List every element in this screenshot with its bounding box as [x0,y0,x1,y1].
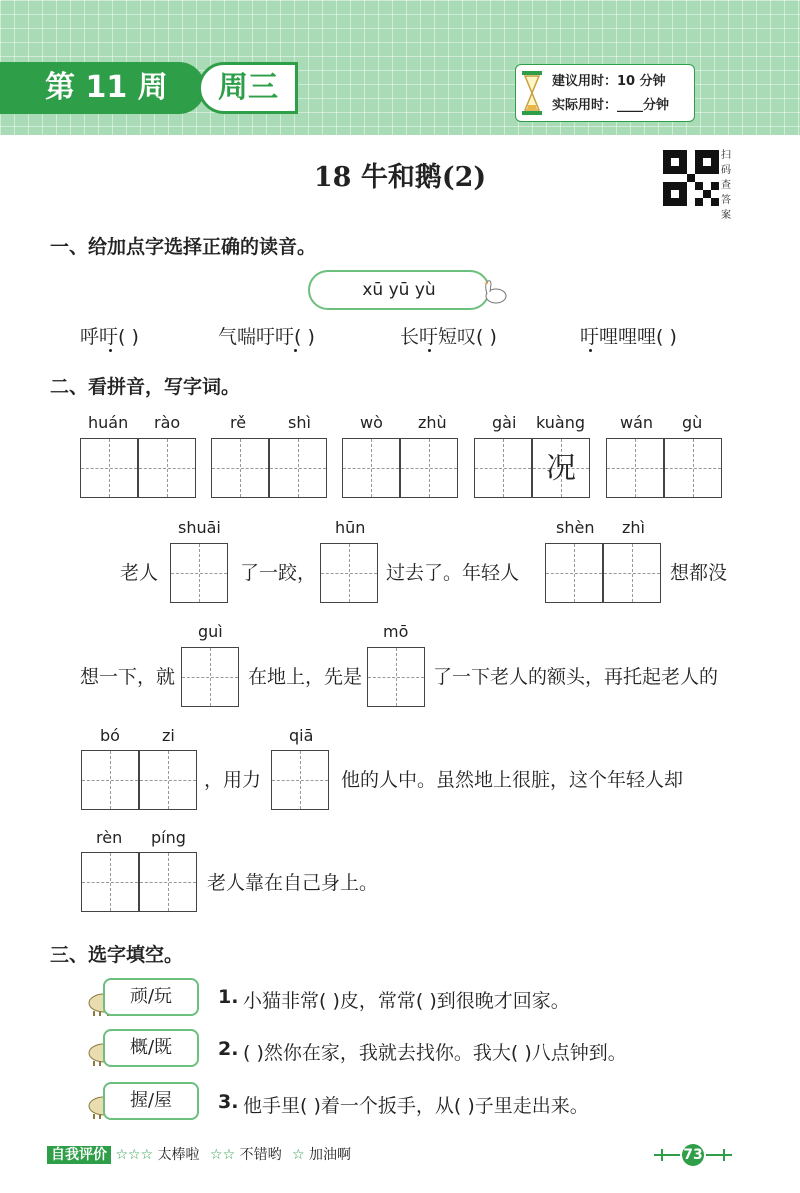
write-cell[interactable] [269,438,327,498]
choice-tag: 概/既 [103,1029,199,1067]
pinyin: huán [88,413,129,432]
write-cell[interactable] [606,438,664,498]
write-cell[interactable] [139,852,197,912]
fill-sentence: 小猫非常( )皮，常常( )到很晚才回家。 [243,990,570,1012]
section-2-heading: 二、看拼音，写字词。 [50,376,241,398]
pinyin: shì [288,413,311,432]
pinyin: rào [154,413,181,432]
pinyin: gù [682,413,703,432]
section-1-heading: 一、给加点字选择正确的读音。 [50,236,317,258]
text: 在地上，先是 [248,666,363,688]
eval-good: 不错哟 [239,1147,282,1163]
qr-caption: 扫码查答案 [721,150,731,221]
pinyin: shèn [556,518,595,537]
goose-icon [478,278,508,306]
text: 老人靠在自己身上。 [207,872,379,894]
fill-sentence: ( )然你在家，我就去找你。我大( )八点钟到。 [243,1042,627,1064]
fill-sentence: 他手里( )着一个扳手，从( )子里走出来。 [243,1095,589,1117]
self-evaluation [47,1144,351,1164]
write-cell[interactable] [474,438,532,498]
item-number: 3. [218,1091,239,1113]
write-cell[interactable] [342,438,400,498]
pinyin: píng [151,828,186,847]
page-number-badge [650,1143,736,1167]
page-title: 18 牛和鹅(2) [313,162,487,193]
write-cell[interactable] [271,750,329,810]
item-number: 2. [218,1038,239,1060]
write-cell[interactable] [80,438,138,498]
text: 了一下老人的额头，再托起老人的 [433,666,719,688]
write-cell[interactable] [81,750,139,810]
prefilled-char: 况 [546,451,576,486]
text: 想都没 [670,562,728,584]
suggested-time: 建议用时：10 分钟 [552,74,666,89]
pinyin: shuāi [178,518,221,537]
write-cell[interactable] [603,543,661,603]
text: 想一下，就 [80,666,176,688]
pinyin: guì [198,622,223,641]
hourglass-icon [520,71,544,115]
pinyin: gài [492,413,517,432]
day-tab: 周三 [198,62,298,114]
write-cell[interactable] [400,438,458,498]
emphasis-dot [294,349,297,352]
text: 了一跤， [240,562,317,584]
text: 他的人中。虽然地上很脏，这个年轻人却 [341,769,684,791]
eval-cheer: 加油啊 [309,1147,352,1163]
text: 过去了。年轻人 [386,562,520,584]
pinyin-options: xū yū yù [308,270,490,310]
qr-code-icon [663,150,719,206]
emphasis-dot [109,349,112,352]
write-cell[interactable] [367,647,425,707]
pinyin: rèn [96,828,123,847]
write-cell[interactable] [664,438,722,498]
star-icon[interactable]: ☆☆☆ [115,1147,154,1163]
pinyin: wò [360,413,383,432]
item-number: 1. [218,986,239,1008]
pinyin: wán [620,413,654,432]
pinyin: rě [230,413,247,432]
sec1-item-3: 长吁短叹( ) [400,326,497,348]
write-cell[interactable] [170,543,228,603]
choice-tag: 顽/玩 [103,978,199,1016]
actual-time: 实际用时：____分钟 [552,98,670,113]
eval-label: 自我评价 [47,1146,111,1164]
write-cell[interactable] [181,647,239,707]
write-cell[interactable] [320,543,378,603]
pinyin: kuàng [536,413,586,432]
pinyin: mō [383,622,409,641]
star-icon[interactable]: ☆ [292,1147,305,1163]
write-cell[interactable] [81,852,139,912]
sec1-item-4: 吁哩哩哩( ) [580,326,677,348]
write-cell[interactable] [545,543,603,603]
section-3-heading: 三、选字填空。 [50,944,184,966]
sec1-item-2: 气喘吁吁( ) [218,326,315,348]
text: ，用力 [204,769,262,791]
write-cell[interactable] [138,438,196,498]
star-icon[interactable]: ☆☆ [210,1147,236,1163]
emphasis-dot [428,349,431,352]
pinyin: zhì [622,518,645,537]
pinyin: hūn [335,518,366,537]
week-tab: 第 11 周 [0,62,205,114]
write-cell-prefilled [532,438,590,498]
text: 老人 [120,562,159,584]
time-box [515,64,695,122]
page-number: 73 [683,1147,703,1163]
sec1-item-1: 呼吁( ) [80,326,139,348]
choice-tag: 握/屋 [103,1082,199,1120]
write-cell[interactable] [139,750,197,810]
eval-great: 太棒啦 [157,1147,200,1163]
pinyin: zi [162,726,175,745]
pinyin: bó [100,726,120,745]
write-cell[interactable] [211,438,269,498]
pinyin: qiā [289,726,314,745]
emphasis-dot [589,349,592,352]
pinyin: zhù [418,413,447,432]
